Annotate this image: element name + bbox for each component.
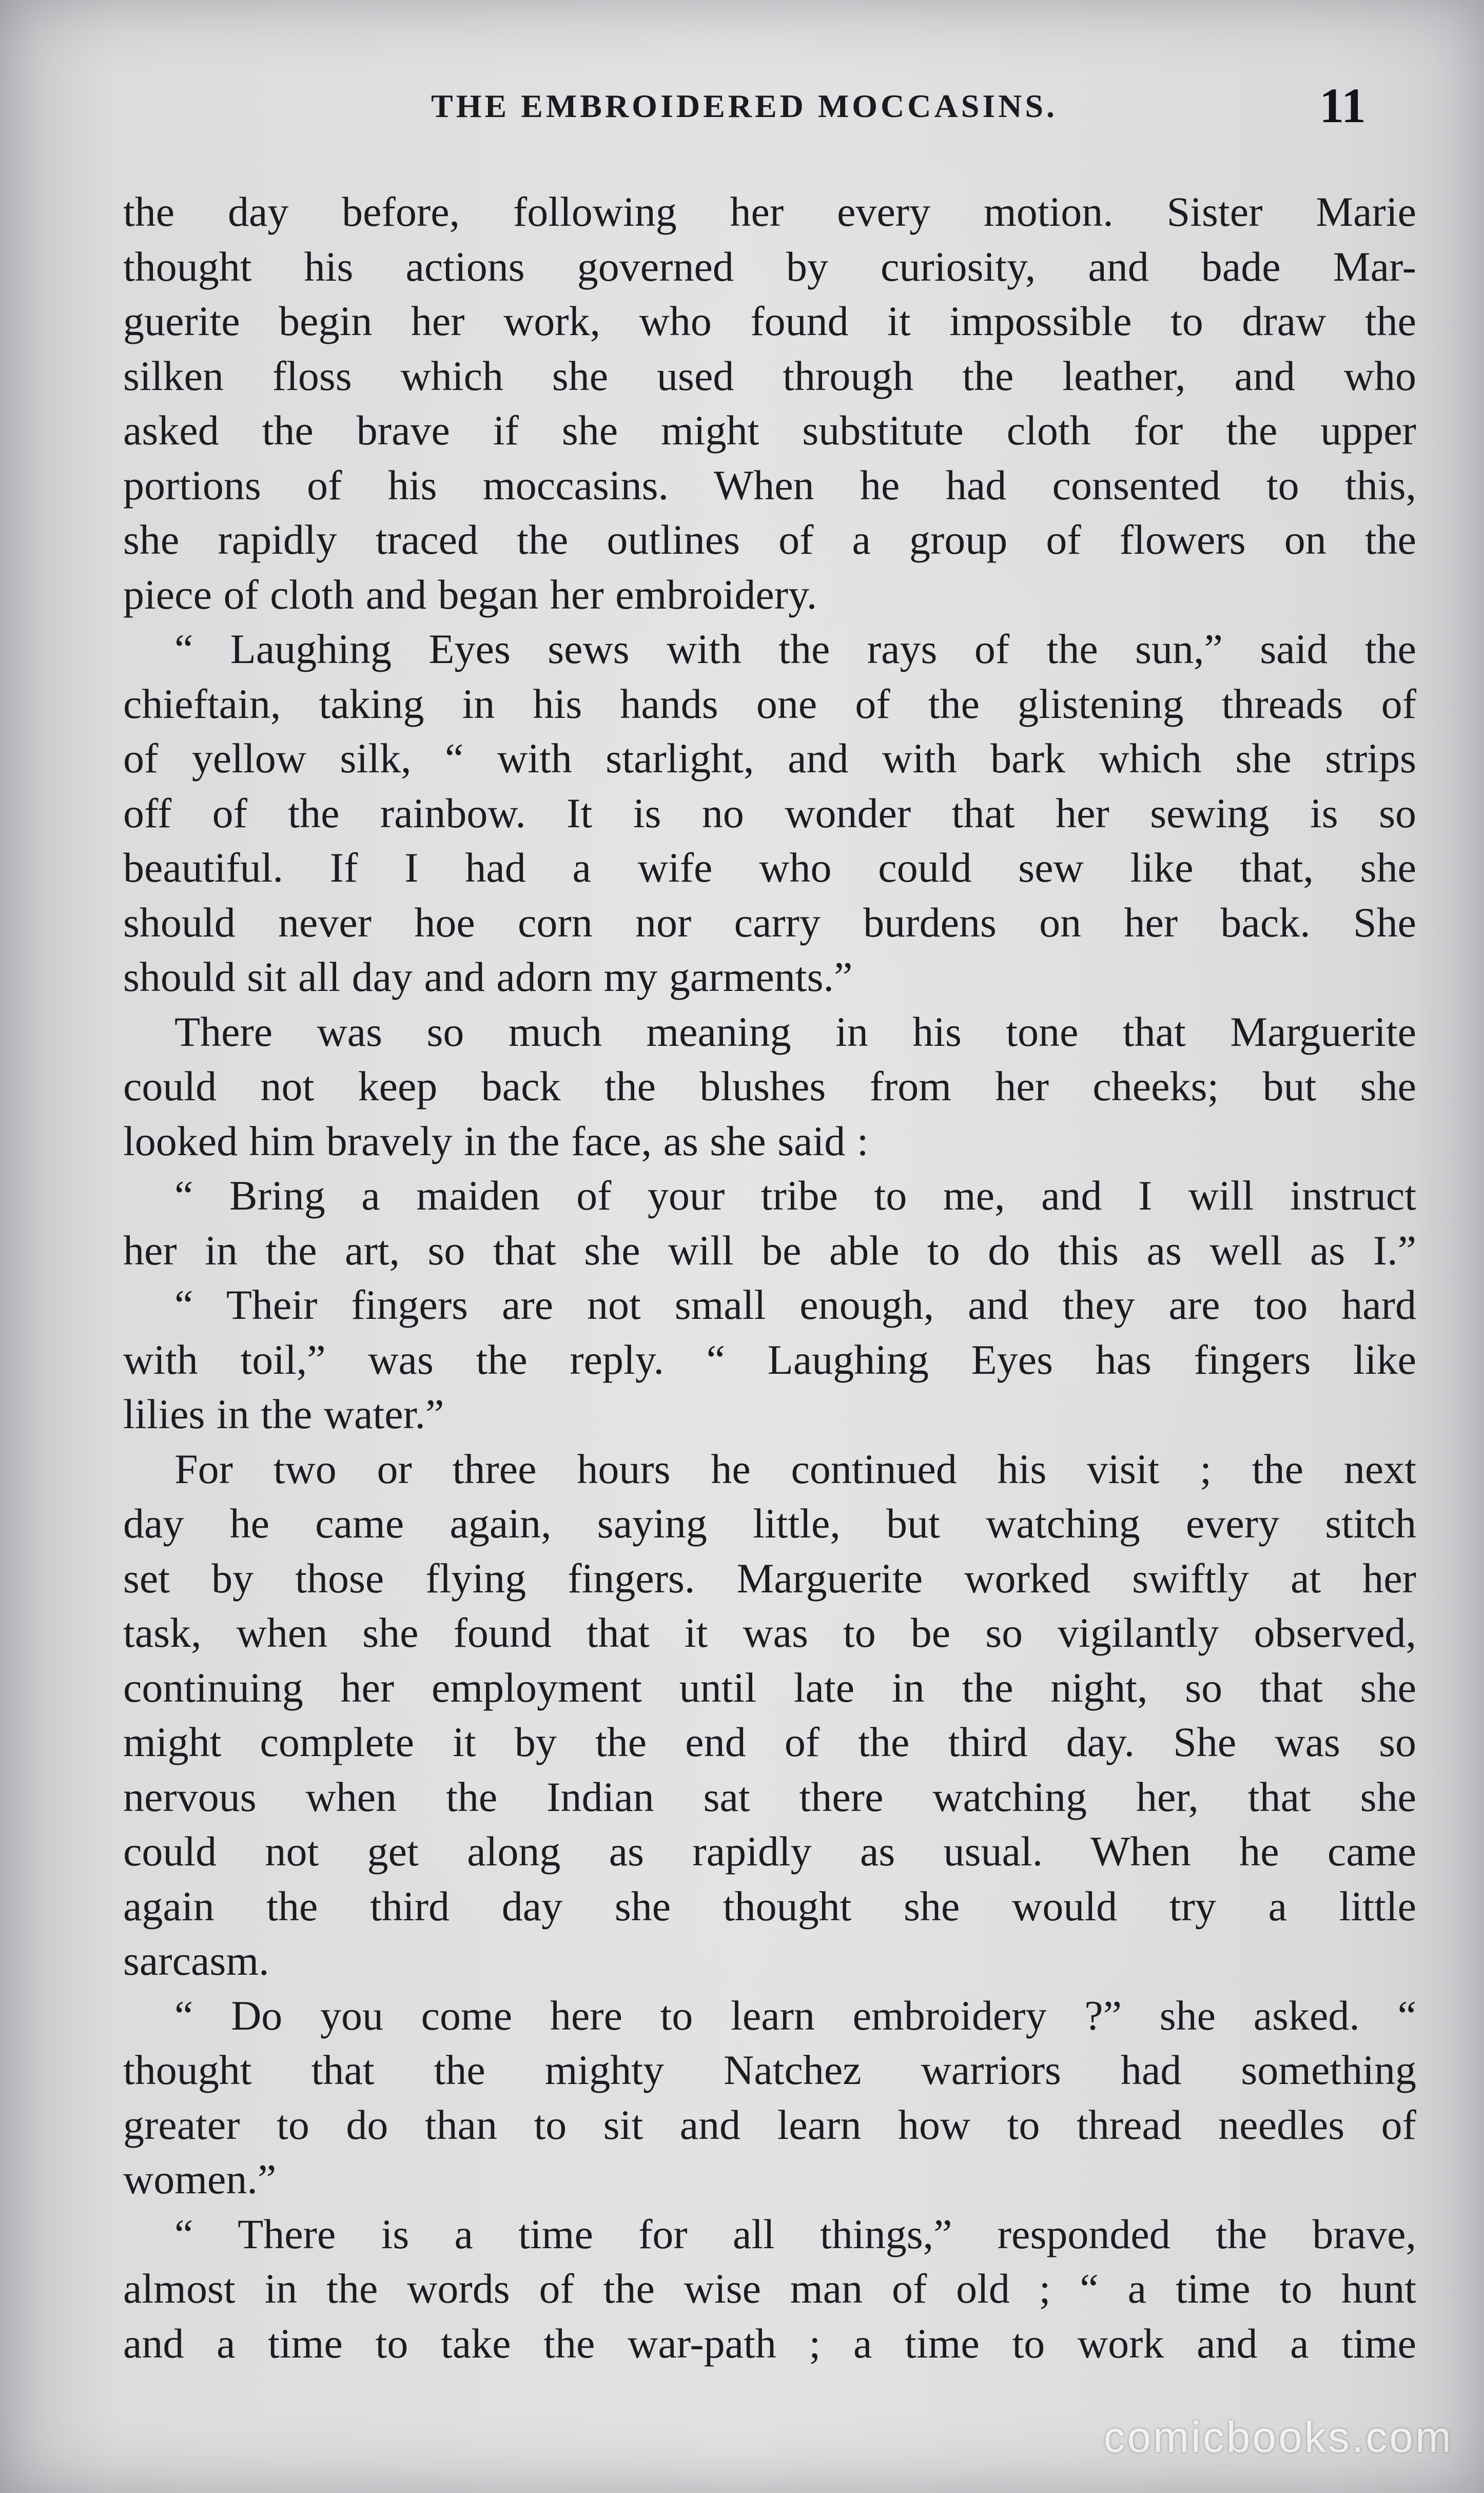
text-line: set by those flying fingers. Marguerite worked swiftly at her [123,1554,1416,1602]
text-line: again the third day she thought she would try a little [123,1882,1416,1930]
text-line: could not keep back the blushes from her cheeks; but she [123,1063,1416,1109]
text-line: could not get along as rapidly as usual. When he came [123,1828,1416,1875]
text-line: “ There is a time for all things,” responded the brave, [174,2210,1416,2257]
text-line: sarcasm. [123,1937,269,1984]
text-line: There was so much meaning in his tone that Marguerite [174,1008,1416,1055]
text-line: she rapidly traced the outlines of a group of flowers on the [123,516,1416,563]
text-line: her in the art, so that she will be able to do this as well as I.” [123,1226,1416,1274]
text-line: beautiful. If I had a wife who could sew like that, she [123,844,1416,891]
text-line: For two or three hours he continued his visit ; the next [174,1445,1416,1492]
text-line: off of the rainbow. It is no wonder that her sewing is so [123,789,1416,836]
text-line: thought that the mighty Natchez warriors had something [123,2047,1416,2093]
text-line: nervous when the Indian sat there watching her, that she [123,1773,1416,1820]
text-line: continuing her employment until late in the night, so that she [123,1664,1416,1711]
text-line: “ Their fingers are not small enough, and they are too hard [174,1281,1416,1328]
body-text [123,185,1416,2371]
text-line: “ Laughing Eyes sews with the rays of the sun,” said the [174,626,1416,672]
text-line: greater to do than to sit and learn how to thread needles of [123,2101,1416,2148]
text-line: chieftain, taking in his hands one of the glistening threads of [123,680,1416,727]
running-head [123,77,1422,133]
text-line: day he came again, saying little, but watching every stitch [123,1500,1416,1547]
site-watermark: comicbooks.com [1103,2413,1453,2461]
text-line: almost in the words of the wise man of old ; “ a time to hunt [123,2265,1416,2312]
text-line: “ Bring a maiden of your tribe to me, and I will instruct [174,1172,1416,1219]
text-line: lilies in the water.” [123,1391,444,1437]
text-line: thought his actions governed by curiosity, and bade Mar- [123,243,1416,290]
text-line: portions of his moccasins. When he had consented to this, [123,461,1416,509]
chapter-running-title: THE EMBROIDERED MOCCASINS. [431,88,1058,124]
text-line: should never hoe corn nor carry burdens on her back. She [123,899,1416,946]
text-line: and a time to take the war-path ; a time to work and a time [123,2320,1416,2367]
text-line: might complete it by the end of the third day. She was so [123,1719,1416,1765]
text-line: asked the brave if she might substitute cloth for the upper [123,407,1416,454]
text-line: women.” [123,2156,277,2203]
text-line: of yellow silk, “ with starlight, and with bark which she strips [123,735,1416,782]
text-line: piece of cloth and began her embroidery. [123,571,817,618]
page-number: 11 [1319,78,1366,133]
text-line: with toil,” was the reply. “ Laughing Eyes has fingers like [123,1336,1416,1383]
text-line: looked him bravely in the face, as she said : [123,1117,869,1164]
text-line: “ Do you come here to learn embroidery ?” she asked. “ [174,1992,1416,2039]
text-line: should sit all day and adorn my garments.” [123,953,853,1000]
text-line: the day before, following her every motion. Sister Marie [123,188,1416,235]
text-line: task, when she found that it was to be so vigilantly observed, [123,1609,1416,1656]
text-line: silken floss which she used through the leather, and who [123,352,1416,399]
text-line: guerite begin her work, who found it impossible to draw the [123,298,1416,344]
